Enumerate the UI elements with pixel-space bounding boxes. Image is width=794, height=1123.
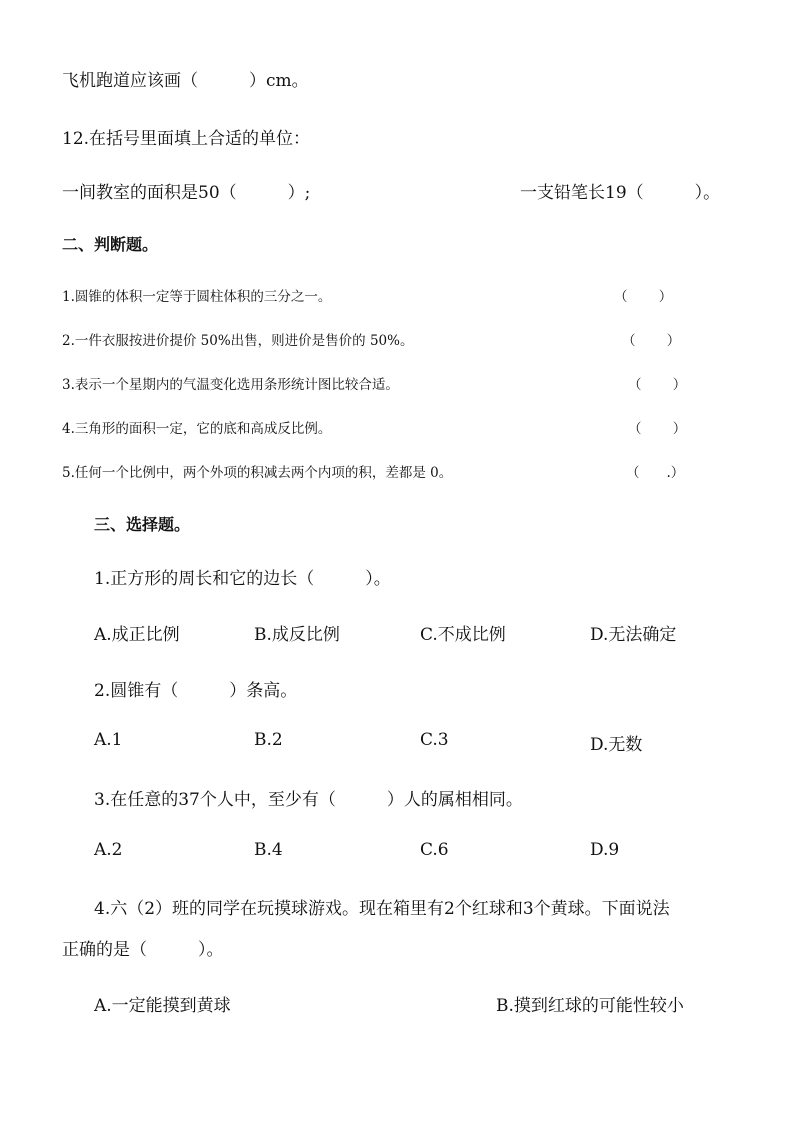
section3-heading: 三、选择题。: [94, 515, 191, 534]
intro-line: 飞机跑道应该画（ ）cm。: [62, 71, 309, 91]
choice-q2-text: 2.圆锥有（ ）条高。: [94, 681, 298, 701]
choice-q2-option-b[interactable]: B.2: [254, 730, 283, 750]
judge-paren-5[interactable]: （ .）: [626, 465, 685, 481]
choice-q3-option-d[interactable]: D.9: [590, 840, 620, 860]
choice-q4-option-b[interactable]: B.摸到红球的可能性较小: [496, 996, 684, 1016]
q12-left: 一间教室的面积是50（ ）;: [62, 183, 311, 203]
choice-q1-option-d[interactable]: D.无法确定: [590, 625, 677, 645]
q12-title: 12.在括号里面填上合适的单位：: [62, 129, 311, 149]
choice-q4-text-line2: 正确的是（ ）。: [62, 940, 224, 960]
q12-right: 一支铅笔长19（ ）。: [520, 183, 721, 203]
judge-paren-4[interactable]: （ ）: [628, 421, 687, 437]
section2-heading: 二、判断题。: [62, 235, 159, 254]
choice-q3-text: 3.在任意的37个人中，至少有（ ）人的属相相同。: [94, 790, 523, 810]
choice-q2-option-a[interactable]: A.1: [94, 730, 123, 750]
choice-q1-option-a[interactable]: A.成正比例: [94, 625, 180, 645]
judge-item-2: 2.一件衣服按进价提价 50%出售，则进价是售价的 50%。: [62, 333, 414, 349]
choice-q3-option-b[interactable]: B.4: [254, 840, 283, 860]
judge-item-1: 1.圆锥的体积一定等于圆柱体积的三分之一。: [62, 289, 332, 305]
judge-item-4: 4.三角形的面积一定，它的底和高成反比例。: [62, 421, 332, 437]
choice-q1-text: 1.正方形的周长和它的边长（ ）。: [94, 569, 391, 589]
judge-item-3: 3.表示一个星期内的气温变化选用条形统计图比较合适。: [62, 377, 399, 393]
judge-paren-2[interactable]: （ ）: [622, 333, 681, 349]
choice-q4-text-line1: 4.六（2）班的同学在玩摸球游戏。现在箱里有2个红球和3个黄球。下面说法: [94, 899, 670, 919]
choice-q2-option-d[interactable]: D.无数: [590, 735, 643, 755]
choice-q4-option-a[interactable]: A.一定能摸到黄球: [94, 996, 231, 1016]
judge-paren-3[interactable]: （ ）: [628, 377, 687, 393]
choice-q3-option-a[interactable]: A.2: [94, 840, 123, 860]
judge-item-5: 5.任何一个比例中，两个外项的积减去两个内项的积，差都是 0。: [62, 465, 453, 481]
choice-q3-option-c[interactable]: C.6: [420, 840, 449, 860]
judge-paren-1[interactable]: （ ）: [614, 289, 673, 305]
choice-q1-option-c[interactable]: C.不成比例: [420, 625, 506, 645]
choice-q2-option-c[interactable]: C.3: [420, 730, 449, 750]
choice-q1-option-b[interactable]: B.成反比例: [254, 625, 340, 645]
